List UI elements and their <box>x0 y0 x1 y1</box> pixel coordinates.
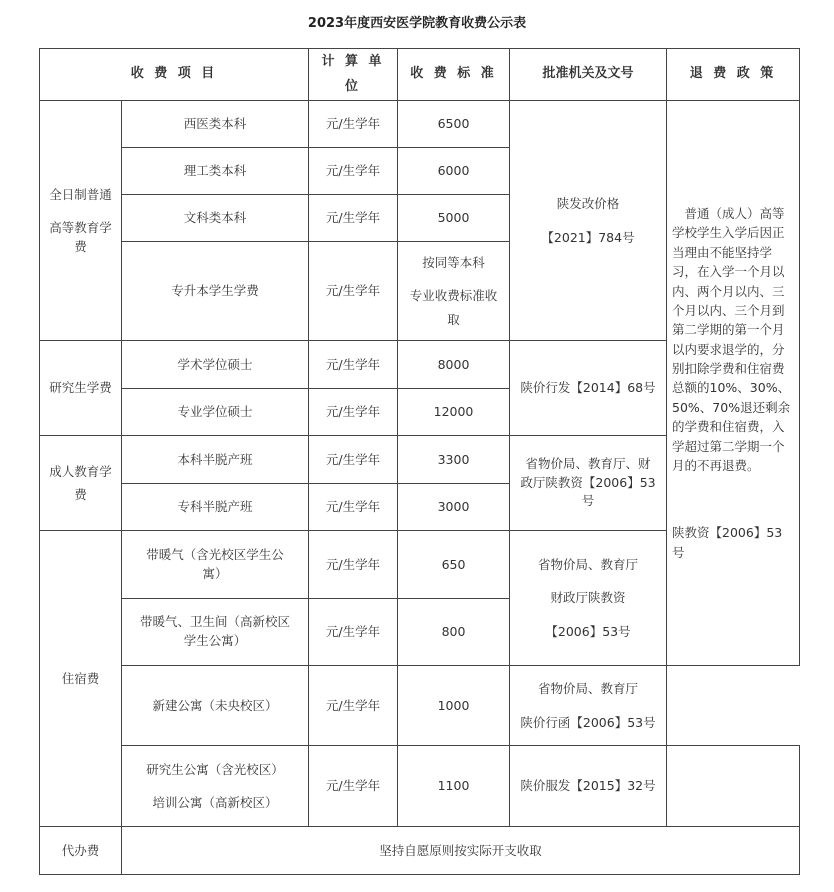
fee-value: 按同等本科 专业收费标准收 取 <box>398 242 510 341</box>
unit: 元/生学年 <box>309 531 398 599</box>
approval-fulltime: 陕发改价格 【2021】784号 <box>510 101 667 341</box>
item-name: 专升本学生学费 <box>122 242 309 341</box>
refund-policy-text: 普通（成人）高等学校学生入学后因正当理由不能坚持学习，在入学一个月以内、两个月以内、三个月以内、三个月到第二学期的第一个月以内要求退学的，分别扣除学费和住宿费总额的10%、30%、50%、70%退还剩余的学费和住宿费，入学超过第二学期一个月的不再退费。 <box>672 206 791 473</box>
unit: 元/生学年 <box>309 195 398 242</box>
item-name: 新建公寓（未央校区） <box>122 666 309 746</box>
fee-value: 8000 <box>398 341 510 389</box>
header-standard: 收 费 标 准 <box>398 49 510 101</box>
item-name: 专科半脱产班 <box>122 484 309 531</box>
fee-value: 3300 <box>398 436 510 484</box>
group-label-agency: 代办费 <box>40 827 122 875</box>
header-refund: 退 费 政 策 <box>667 49 800 101</box>
fee-value: 1100 <box>398 746 510 827</box>
approval-housing-c: 陕价服发【2015】32号 <box>510 746 667 827</box>
refund-blank <box>667 746 800 827</box>
group-label-adult: 成人教育学 费 <box>40 436 122 531</box>
group-label-graduate: 研究生学费 <box>40 341 122 436</box>
fee-table <box>39 48 800 875</box>
item-name: 带暖气、卫生间（高新校区 学生公寓） <box>122 599 309 666</box>
group-label-housing: 住宿费 <box>40 531 122 827</box>
item-name: 文科类本科 <box>122 195 309 242</box>
fee-value: 650 <box>398 531 510 599</box>
item-name: 研究生公寓（含光校区） 培训公寓（高新校区） <box>122 746 309 827</box>
fee-value: 6500 <box>398 101 510 148</box>
unit: 元/生学年 <box>309 436 398 484</box>
refund-policy <box>667 101 800 666</box>
approval-graduate: 陕价行发【2014】68号 <box>510 341 667 436</box>
unit: 元/生学年 <box>309 746 398 827</box>
approval-housing-a: 省物价局、教育厅 财政厅陕教资 【2006】53号 <box>510 531 667 666</box>
approval-adult: 省物价局、教育厅、财 政厅陕教资【2006】53 号 <box>510 436 667 531</box>
fee-value: 5000 <box>398 195 510 242</box>
header-approval: 批准机关及文号 <box>510 49 667 101</box>
item-name: 西医类本科 <box>122 101 309 148</box>
table-row <box>40 827 800 875</box>
table-row <box>40 101 800 148</box>
fee-value: 12000 <box>398 389 510 436</box>
fee-value: 3000 <box>398 484 510 531</box>
unit: 元/生学年 <box>309 101 398 148</box>
page-title: 2023年度西安医学院教育收费公示表 <box>307 16 527 31</box>
unit: 元/生学年 <box>309 599 398 666</box>
group-label-fulltime: 全日制普通 高等教育学 费 <box>40 101 122 341</box>
unit: 元/生学年 <box>309 148 398 195</box>
header-item: 收 费 项 目 <box>40 49 309 101</box>
table-row <box>40 746 800 827</box>
unit: 元/生学年 <box>309 242 398 341</box>
table-row <box>40 666 800 746</box>
unit: 元/生学年 <box>309 341 398 389</box>
unit: 元/生学年 <box>309 484 398 531</box>
fee-value: 1000 <box>398 666 510 746</box>
item-name: 专业学位硕士 <box>122 389 309 436</box>
approval-housing-b: 省物价局、教育厅 陕价行函【2006】53号 <box>510 666 667 746</box>
fee-value: 800 <box>398 599 510 666</box>
unit: 元/生学年 <box>309 666 398 746</box>
item-name: 带暖气（含光校区学生公 寓） <box>122 531 309 599</box>
item-name: 本科半脱产班 <box>122 436 309 484</box>
header-unit: 计 算 单 位 <box>309 49 398 101</box>
fee-value: 6000 <box>398 148 510 195</box>
header-row <box>40 49 800 101</box>
refund-policy-doc: 陕教资【2006】53号 <box>672 525 783 560</box>
item-name: 学术学位硕士 <box>122 341 309 389</box>
agency-note: 坚持自愿原则按实际开支收取 <box>122 827 800 875</box>
item-name: 理工类本科 <box>122 148 309 195</box>
unit: 元/生学年 <box>309 389 398 436</box>
